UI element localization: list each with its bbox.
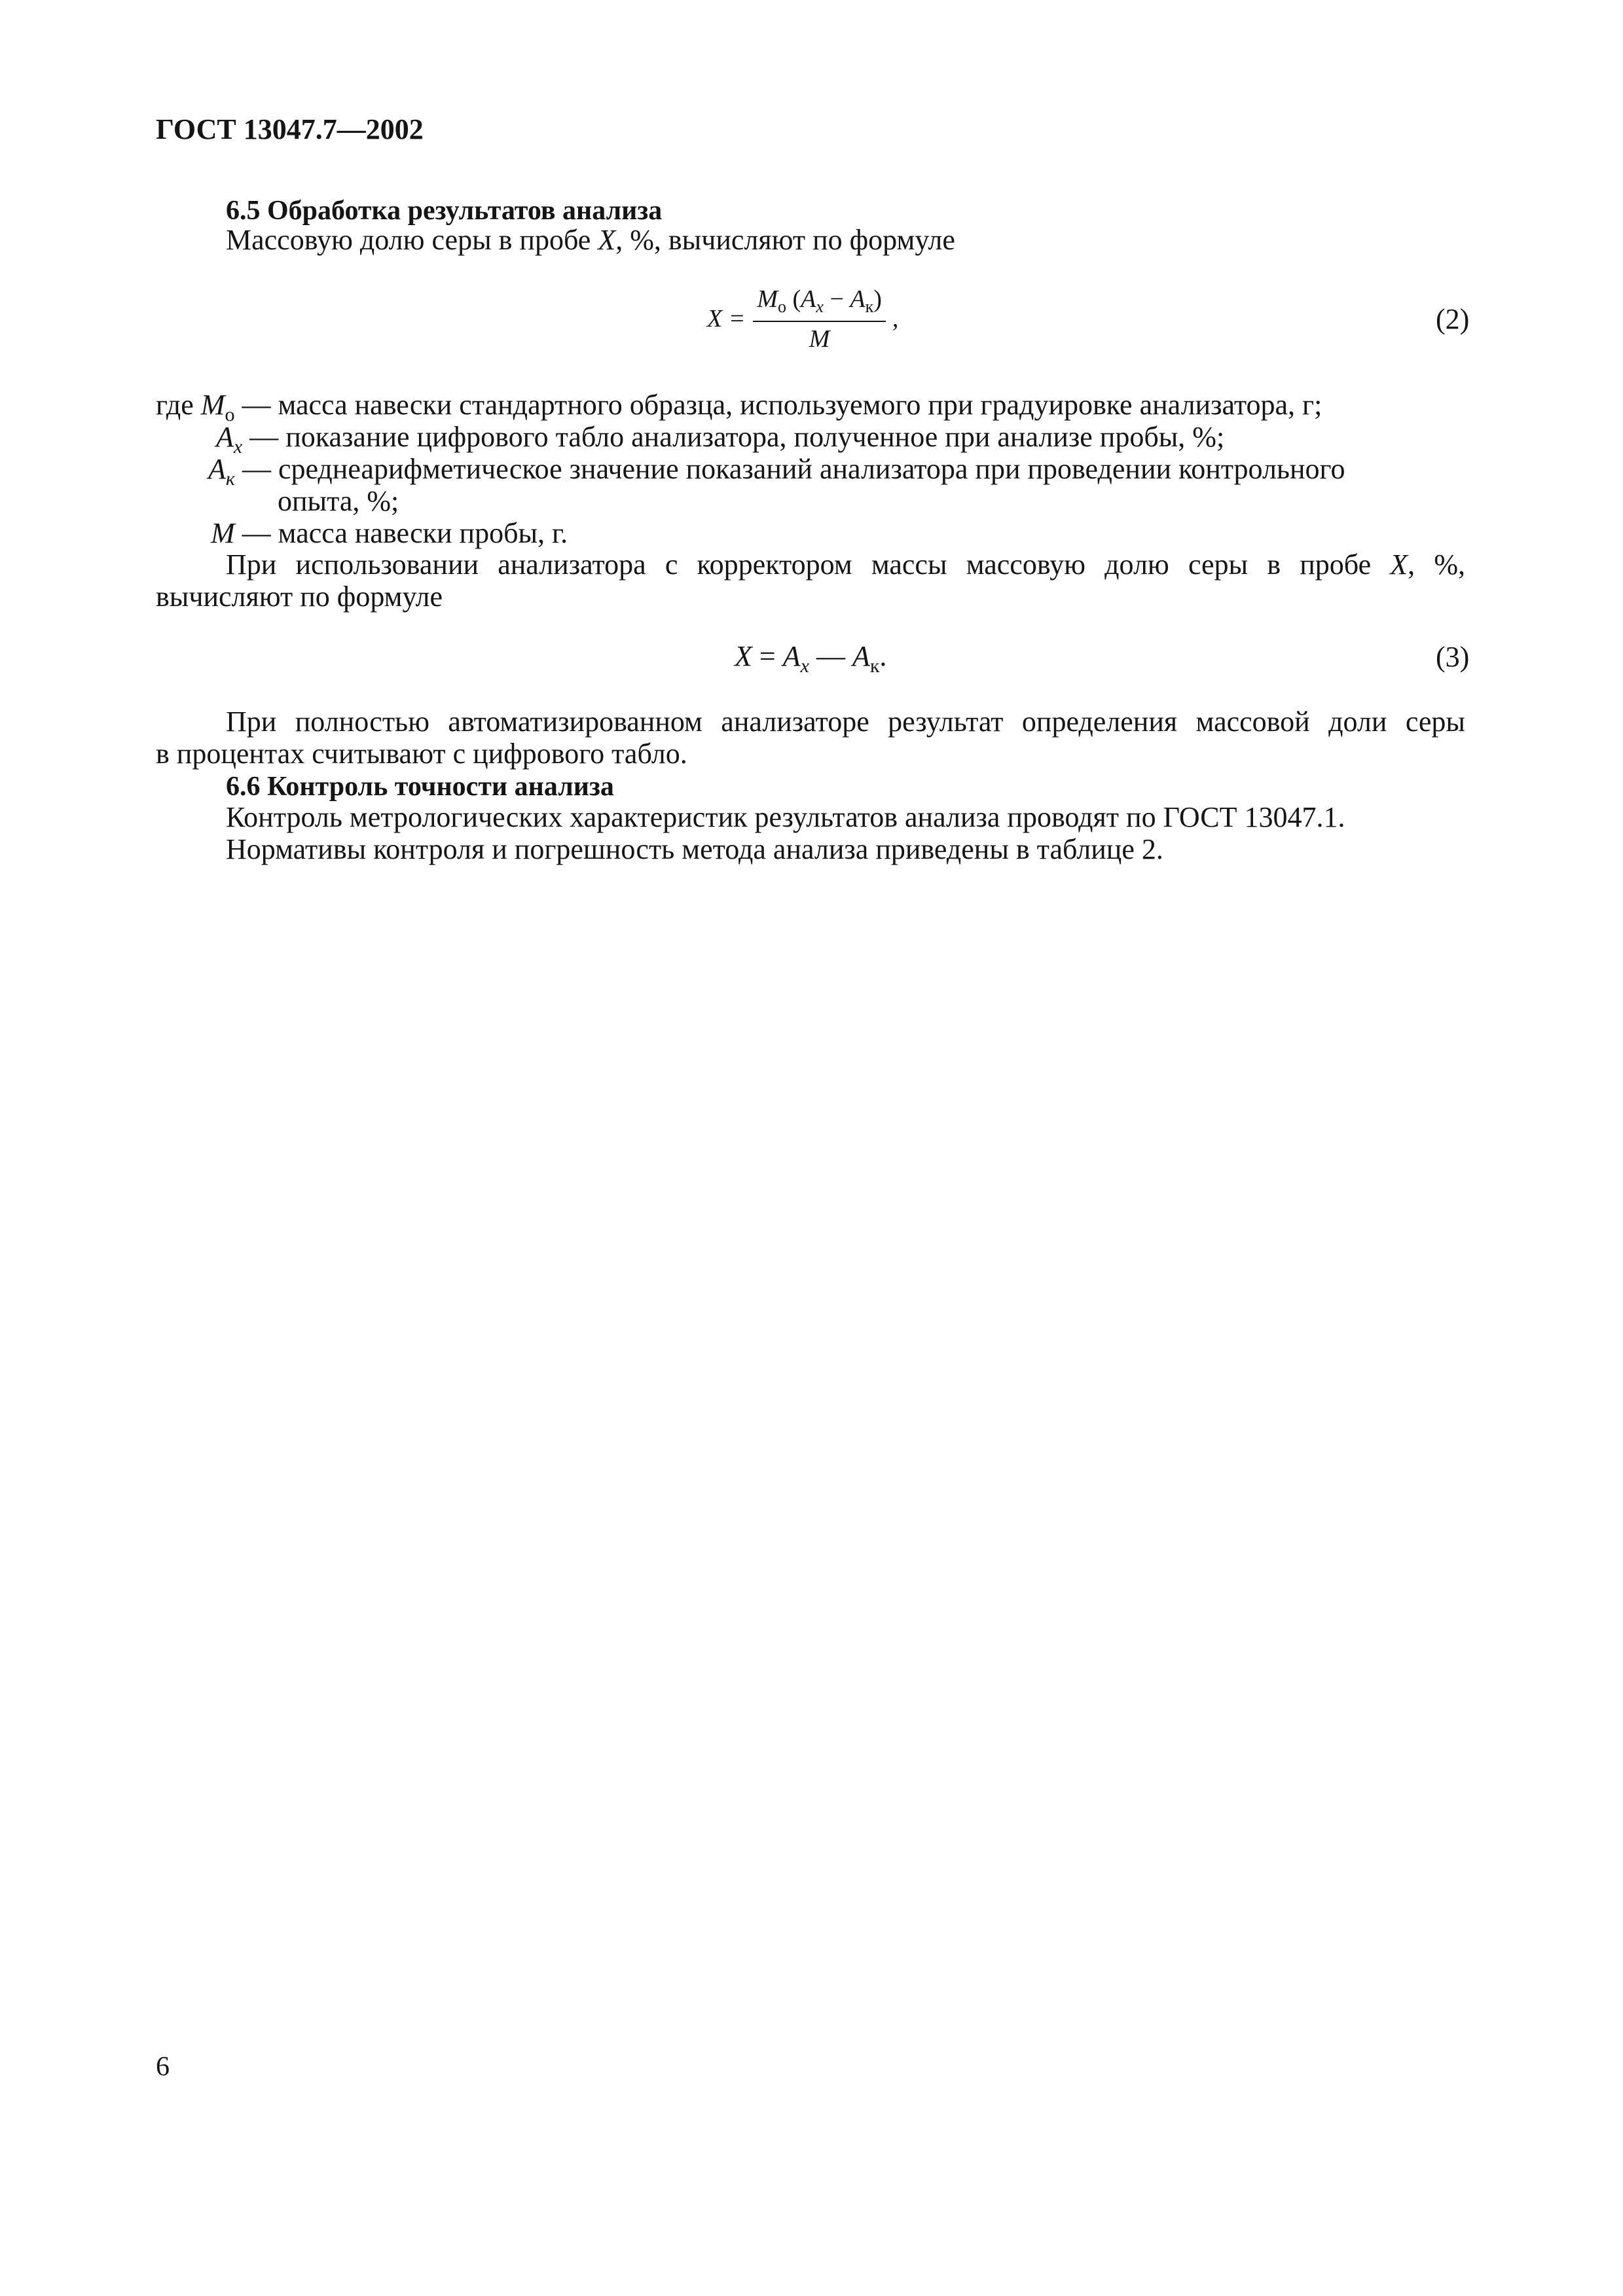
auto-paragraph-line2: в процентах считывают с цифрового табло.	[156, 738, 687, 770]
corrector-paragraph-line2: вычисляют по формуле	[156, 581, 443, 613]
num-A1: A	[801, 285, 816, 313]
num-A1-sub: x	[816, 296, 824, 316]
where-symbol: M	[200, 389, 225, 421]
where-text: — масса навески пробы, г.	[234, 517, 568, 549]
formula-3-A2-sub: к	[869, 655, 880, 677]
intro-var: X	[598, 224, 616, 256]
section-6-5-intro	[226, 224, 955, 257]
where-symbol: A	[208, 453, 226, 485]
where-symbol: M	[211, 517, 235, 549]
formula-3-A1: A	[782, 640, 801, 672]
formula-2-trail: ,	[892, 305, 899, 332]
where-text: — показание цифрового табло анализатора, полученное при анализе пробы, %;	[242, 421, 1225, 453]
num-A2-sub: к	[865, 296, 874, 316]
page-number: 6	[156, 2052, 170, 2082]
corrector-paragraph-line1	[226, 548, 1465, 581]
formula-3-A2: A	[852, 640, 870, 672]
formula-3-eq: =	[752, 640, 783, 672]
section-6-6-line2: Нормативы контроля и погрешность метода анализа приведены в таблице 2.	[226, 833, 1163, 865]
intro-prefix: Массовую долю серы в пробе	[226, 224, 598, 256]
where-prefix: где	[156, 389, 201, 421]
where-text: — масса навески стандартного образца, используемого при градуировке анализатора, г;	[234, 389, 1322, 421]
formula-3-number: (3)	[1436, 641, 1470, 673]
where-item-m	[211, 517, 568, 550]
formula-2-lhs: X =	[707, 305, 746, 332]
section-6-6-line1: Контроль метрологических характеристик результатов анализа проводят по ГОСТ 13047.1.	[226, 801, 1345, 833]
num-M-sub: o	[778, 296, 787, 316]
corrector-var: X	[1390, 548, 1408, 581]
where-symbol: A	[216, 421, 234, 453]
formula-2-denominator: M	[809, 325, 830, 353]
formula-2	[707, 283, 898, 355]
where-sub: x	[233, 436, 243, 457]
formula-2-numerator	[753, 285, 886, 322]
auto-paragraph-line1: При полностью автоматизированном анализаторе результат определения массовой доли серы	[226, 706, 1465, 738]
section-6-6-heading: 6.6 Контроль точности анализа	[226, 772, 614, 802]
num-M: M	[757, 285, 778, 313]
formula-3-lhs: X	[735, 640, 752, 672]
where-sub: к	[225, 468, 235, 490]
formula-2-number: (2)	[1436, 303, 1470, 335]
formula-3-A1-sub: x	[800, 655, 809, 677]
standard-id-header: ГОСТ 13047.7—2002	[156, 113, 424, 145]
corrector-suffix: , %,	[1408, 548, 1465, 581]
num-minus: −	[823, 285, 850, 313]
section-6-5-heading: 6.5 Обработка результатов анализа	[226, 196, 663, 226]
formula-3-trail: .	[879, 640, 887, 672]
formula-3-minus: —	[809, 640, 852, 672]
where-sub: о	[225, 404, 235, 425]
num-A2: A	[850, 285, 866, 313]
num-open-paren: (	[786, 285, 801, 313]
num-close-paren: )	[873, 285, 882, 313]
where-text: — среднеарифметическое значение показаний анализатора при проведении контрольного	[234, 453, 1345, 485]
corrector-prefix: При использовании анализатора с корректором массы массовую долю серы в пробе	[226, 548, 1391, 581]
formula-3	[735, 640, 886, 683]
intro-suffix: , %, вычисляют по формуле	[615, 224, 955, 256]
where-item-ak-continuation: опыта, %;	[278, 485, 399, 517]
formula-2-fraction	[753, 285, 886, 353]
